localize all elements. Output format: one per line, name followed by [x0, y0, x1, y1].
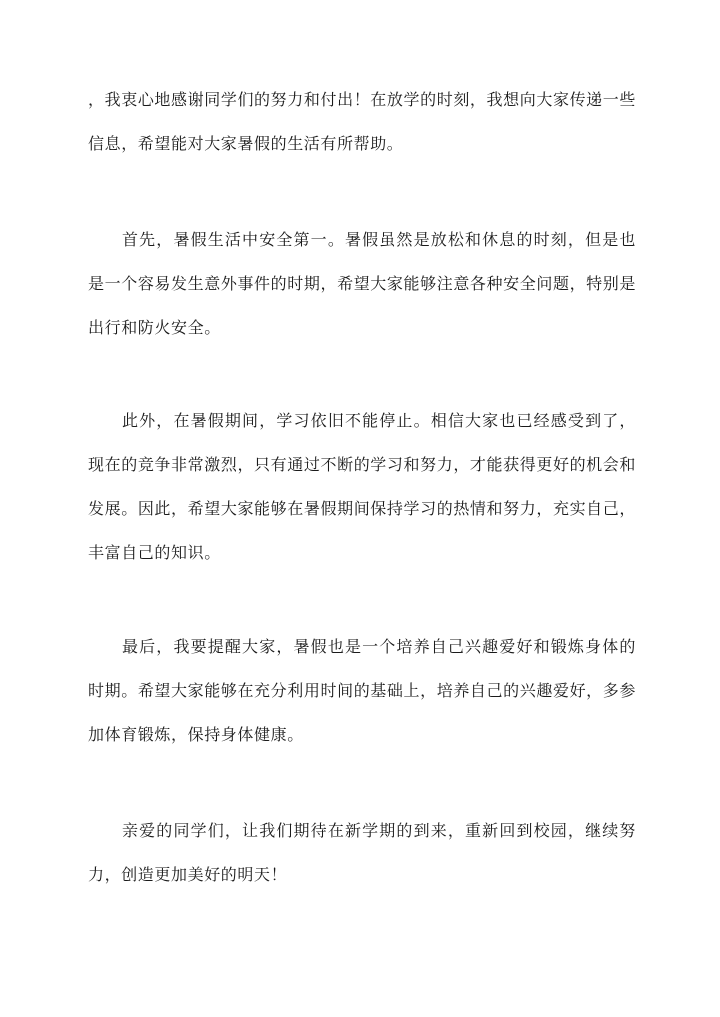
paragraph-safety: 首先，暑假生活中安全第一。暑假虽然是放松和休息的时刻，但是也是一个容易发生意外事件的时期，希望大家能够注意各种安全问题，特别是出行和防火安全。	[88, 230, 636, 337]
paragraph-study: 此外，在暑假期间，学习依旧不能停止。相信大家也已经感受到了，现在的竞争非常激烈，只有通过不断的学习和努力，才能获得更好的机会和发展。因此，希望大家能够在暑假期间保持学习的热情和努力，充实自己，丰富自己的知识。	[88, 411, 636, 562]
paragraph-continuation: ，我衷心地感谢同学们的努力和付出！在放学的时刻，我想向大家传递一些信息，希望能对大家暑假的生活有所帮助。	[88, 90, 636, 153]
paragraph-closing: 亲爱的同学们，让我们期待在新学期的到来，重新回到校园，继续努力，创造更加美好的明天！	[88, 821, 636, 884]
paragraph-hobbies: 最后，我要提醒大家，暑假也是一个培养自己兴趣爱好和锻炼身体的时期。希望大家能够在充分利用时间的基础上，培养自己的兴趣爱好，多参加体育锻炼，保持身体健康。	[88, 637, 636, 744]
